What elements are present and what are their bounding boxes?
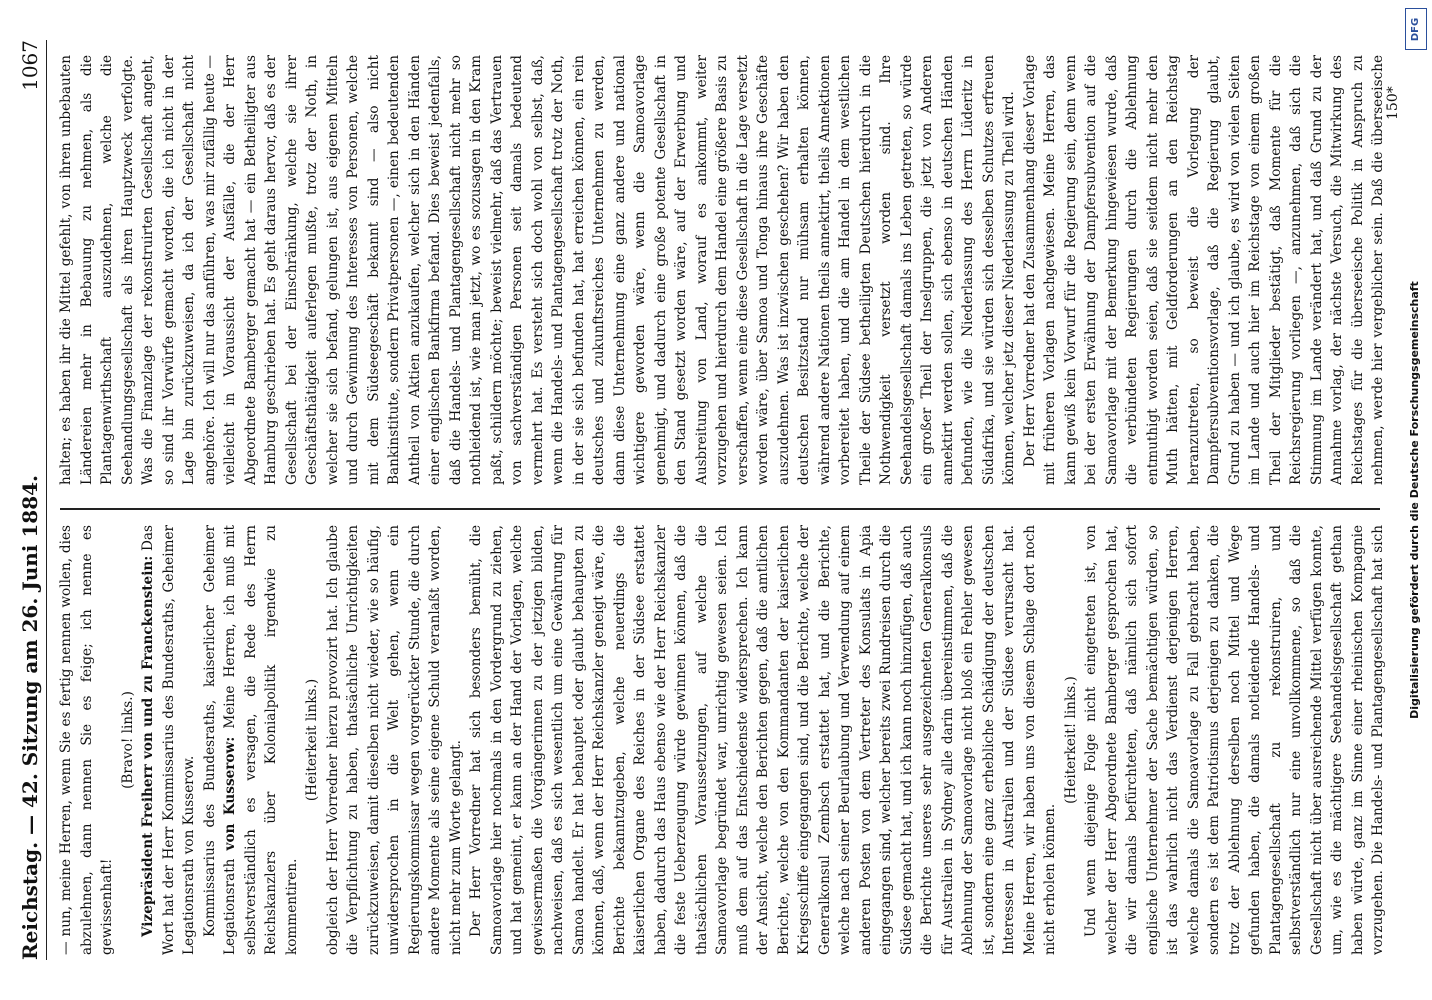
interjection: (Heiterkeit links.) — [304, 678, 320, 802]
interjection: (Heiterkeit! links.) — [1062, 676, 1079, 804]
paragraph: Der Herr Vorredner hat den Zusammenhang dieser Vorlage mit früheren Vorlagen nachgewiesen. Meine Herren, das kann gewiß kein Vorwurf für die Regierung sein, denn wenn bei der ersten Erwähnung der Dampfersubvention auf die Samoavorlage mit der Bemerkung hingewiesen wurde, daß die verbündeten Regierungen durch die Ablehnung entmuthigt worden seien, daß sie seitdem nicht mehr den Muth hätten, mit Geldforderungen an den Reichstag heranzutreten, so beweist die Vorlegung der Dampfersubventionsvorlage, daß die Regierung glaubt, Grund zu haben — und ich glaube, es wird von vielen Seiten im Lande und auch hier im Reichstage von einem großen Theil der Mitglieder bestätigt, daß Momente für die Reichsregierung vorliegen —, anzunehmen, daß sich die Stimmung im Lande verändert hat, und daß Grund zu der Annahme vorlag, der nächste Versuch, die Mitwirkung des Reichstages für die überseeische Politik in Anspruch zu nehmen, werde hier vergeblicher sein. Daß die überseeische — [1021, 55, 1386, 485]
speaker-name: von Kusserow: — [222, 736, 238, 851]
paragraph-text: Das Wort hat der Herr Kommissarius des Bundesraths, Geheimer Legationsrath von Kusserow. — [140, 525, 197, 955]
paragraph: obgleich der Herr Vorredner hierzu provozirt hat. Ich glaube die Verpflichtung zu haben, thatsächliche Unrichtigkeiten zurückzuweisen, damit dieselben nicht wieder, wie so häufig, unwidersprochen in die Welt gehen, wenn ein Regierungskommissar wegen vorgerückter Stunde, die durch andere Momente als seine eigene Schuld veranlaßt worden, nicht mehr zum Worte gelangt. — [324, 525, 464, 955]
page-number: 1067 — [18, 40, 42, 91]
column-divider — [60, 508, 1380, 510]
stamp-text: Digitalisierung gefördert durch die Deutsche Forschungsgemeinschaft — [1408, 281, 1421, 719]
left-column — [56, 525, 1386, 955]
paragraph — [138, 525, 200, 955]
paragraph: Und wenn diejenige Folge nicht eingetreten ist, von welcher der Herr Abgeordnete Bamberger gesprochen hat, die wir damals befürchteten, daß nämlich sich sofort englische Unternehmer der Sache bemächtigen würden, so ist das wahrlich nicht das Verdienst derjenigen Herren, welche damals die Samoavorlage zu Fall gebracht haben, sondern es ist dem Patriotismus derjenigen zu danken, die trotz der Ablehnung derselben noch Mittel und Wege gefunden haben, die damals notleidende Handels- und Plantagengesellschaft zu rekonstruiren, und selbstverständlich nur eine unvollkommene, so daß die Gesellschaft nicht über ausreichende Mittel verfügen konnte, um, wie es die mächtigere Seehandelsgesellschaft gethan haben würde, ganz im Sinne einer rheinischen Kompagnie vorzugehen. Die Handels- und Plantagengesellschaft hat sich — [1083, 525, 1386, 955]
signature-mark: 150* — [1385, 86, 1401, 120]
logo-text: DFG — [1410, 17, 1422, 41]
page-header — [10, 40, 50, 960]
paragraph — [200, 525, 303, 955]
speaker-name: Vizepräsident Freiherr von und zu Franckenstein: — [140, 555, 156, 937]
header-rule — [46, 40, 47, 960]
paragraph: halten; es haben ihr die Mittel gefehlt, von ihren unbebauten Ländereien mehr in Bebauung zu nehmen, als die Plantagenwirthschaft auszudehnen, welche die Seehandlungsgesellschaft als ihren Hauptzweck verfolgte. Was die Finanzlage der rekonstruirten Gesellschaft angeht, so sind ihr Vorwürfe gemacht worden, die ich nicht in der Lage bin zurückzuweisen, da ich der Gesellschaft nicht angehöre. Ich will nur das anführen, was mir zufällig heute — vielleicht in Voraussicht der Ausfälle, die der Herr Abgeordnete Bamberger gemacht hat — ein Betheiligter aus Hamburg geschrieben hat. Es geht daraus hervor, daß es der Gesellschaft bei der Einschränkung, welche sie ihrer Geschäftsthätigkeit auferlegen mußte, trotz der Noth, in welcher sie sich befand, gelungen ist, aus eigenen Mitteln und durch Gewinnung des Interesses von Personen, welche mit dem Südseegeschäft bekannt sind — also nicht Bankinstitute, sondern Privatpersonen —, einen bedeutenden Antheil von Aktien anzukaufen, welcher sich in den Händen einer englischen Bankfirma befand. Dies beweist jedenfalls, daß die Handels- und Plantagengesellschaft nicht mehr so nothleidend ist, wie man jetzt, wo es sozusagen in den Kram paßt, schildern möchte; beweist vielmehr, daß das Vertrauen von sachverständigen Personen seit damals bedeutend vermehrt hat. Es versteht sich doch wohl von selbst, daß, wenn die Handels- und Plantagengesellschaft trotz der Noth, in der sie sich befunden hat, hat erreichen können, ein rein deutsches und zukunftsreiches Unternehmen zu werden, dann diese Unternehmung eine ganz andere und national wichtigere geworden wäre, wenn die Samoavorlage genehmigt, und dadurch eine große potente Gesellschaft in den Stand gesetzt worden wäre, auf der Erwerbung und Ausbreitung von Land, worauf es ankommt, weiter vorzugehen und hierdurch dem Handel eine größere Basis zu verschaffen, wenn eine diese Gesellschaft in die Lage versetzt worden wäre, über Samoa und Tonga hinaus ihre Geschäfte auszudehnen. Was ist inzwischen geschehen? Wir haben den deutschen Besitzstand nur mühsam erhalten können, während andere Nationen theils annektirt, theils Annektionen vorbereitet haben, und die am Handel in dem westlichen Theile der Südsee betheiligten Deutschen hierdurch in die Nothwendigkeit versetzt worden sind. Ihre Seehandelsgesellschaft damals ins Leben getreten, so würde ein großer Theil der Inselgruppen, die jetzt von Anderen annektirt werden sollen, sich ebenso in deutschen Händen befunden, wie die Niederlassung des Herrn Lüderitz in Südafrika, und sie würden sich desselben Schutzes erfreuen können, welcher jetz dieser Niederlassung zu Theil wird. — [58, 55, 1017, 485]
paragraph-text: Meine Herren, ich muß mit selbstverständlich es versagen, die Rede des Herrn Reichskanzlers über Kolonialpolitik irgendwie zu kommentiren. — [222, 525, 300, 955]
digitization-stamp — [1404, 0, 1426, 1000]
paragraph: Der Herr Vorredner hat sich besonders bemüht, die Samoavorlage hier nochmals in den Vordergrund zu ziehen, und hat gemeint, er kann an der Hand der Vorlagen, welche gewissermaßen die Vorgängerinnen zu der jetzigen bilden, nachweisen, daß es sich wesentlich um eine Gewährung für Samoa handelt. Er hat behauptet oder glaubt behaupten zu können, daß, wenn der Herr Reichskanzler geneigt wäre, die Berichte bekanntzugeben, welche neuerdings die kaiserlichen Organe des Reiches in der Südsee erstattet haben, dadurch das Haus ebenso wie der Herr Reichskanzler die feste Ueberzeugung würde gewinnen können, daß die thatsächlichen Voraussetzungen, auf welche die Samoavorlage begründet war, unrichtig gewesen seien. Ich muß dem auf das Entschiedenste widersprechen. Ich kann der Ansicht, welche den Berichten gegen, daß die amtlichen Berichte, welche von den Kommandanten der kaiserlichen Kriegsschiffe eingegangen sind, und die Berichte, welche der Generalkonsul Zembsch erstattet hat, und die Berichte, welche nach seiner Beurlaubung und Verwendung auf einem anderen Posten von dem Vertreter des Konsulats in Apia eingegangen sind, welcher bereits zwei Rundreisen durch die Südsee gemacht hat, und ich kann noch hinzufügen, daß auch die Berichte unseres sehr ausgezeichneten Generalkonsuls für Australien in Sydney alle darin übereinstimmen, daß die Ablehnung der Samoavorlage nicht bloß ein Fehler gewesen ist, sondern eine ganz erhebliche Schädigung der deutschen Interessen in Australien und der Südsee verursacht hat. Meine Herren, wir haben uns von diesem Schlage dort noch nicht erholen können. — [468, 525, 1058, 955]
interjection: (Bravo! links.) — [119, 691, 136, 789]
running-head: Reichstag. — 42. Sitzung am 26. Juni 1884. — [18, 475, 42, 960]
right-column — [56, 55, 1386, 485]
paragraph: — nun, meine Herren, wenn Sie es fertig nennen wollen, dies abzulehnen, dann nennen Sie es feige; ich nenne es gewissenhaft! — [58, 525, 115, 955]
speaker-title: Kommissarius des Bundesraths, kaiserlicher Geheimer Legationsrath — [201, 525, 238, 955]
dfg-logo — [1405, 8, 1427, 50]
